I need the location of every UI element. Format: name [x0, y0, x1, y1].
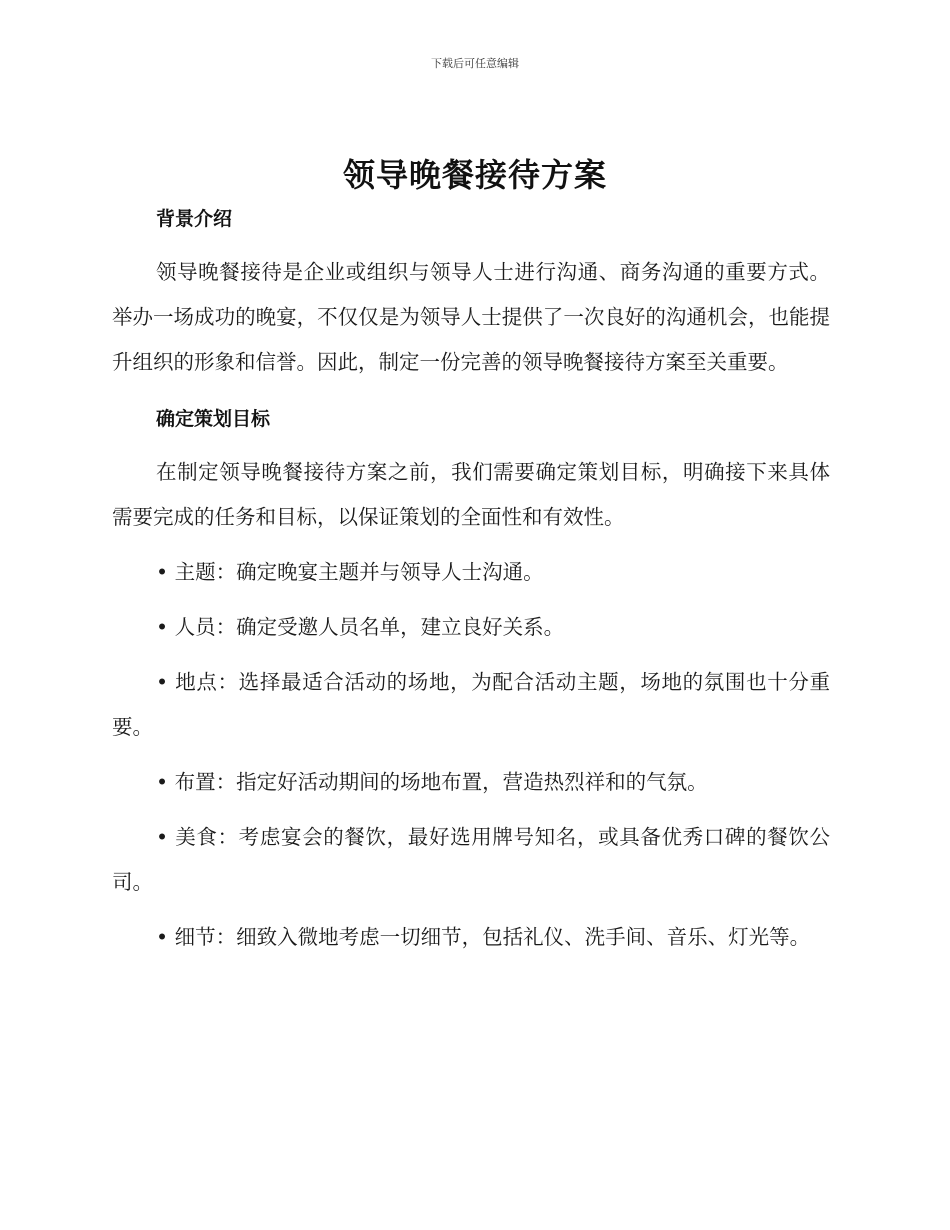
document-title: 领导晚餐接待方案 — [342, 156, 607, 194]
bullet-attendees: • 人员：确定受邀人员名单，建立良好关系。 — [156, 615, 565, 639]
header-note: 下载后可任意编辑 — [431, 57, 519, 70]
bullet-details: • 细节：细致入微地考虑一切细节，包括礼仪、洗手间、音乐、灯光等。 — [156, 925, 811, 949]
bullet-venue: • 地点：选择最适合活动的场地，为配合活动主题，场地的氛围也十分重要。 — [112, 670, 830, 739]
document-body — [112, 200, 830, 970]
bullet-theme: • 主题：确定晚宴主题并与领导人士沟通。 — [156, 560, 544, 584]
goal-bullet-list — [112, 550, 830, 960]
section-paragraph-background: 领导晚餐接待是企业或组织与领导人士进行沟通、商务沟通的重要方式。举办一场成功的晚宴，不仅仅是为领导人士提供了一次良好的沟通机会，也能提升组织的形象和信誉。因此，制定一份完善的领导晚餐接待方案至关重要。 — [112, 260, 830, 374]
bullet-catering: • 美食：考虑宴会的餐饮，最好选用牌号知名，或具备优秀口碑的餐饮公司。 — [112, 825, 830, 894]
section-paragraph-goals: 在制定领导晚餐接待方案之前，我们需要确定策划目标，明确接下来具体需要完成的任务和目标，以保证策划的全面性和有效性。 — [112, 460, 830, 529]
section-heading-background: 背景介绍 — [156, 208, 233, 230]
bullet-decoration: • 布置：指定好活动期间的场地布置，营造热烈祥和的气氛。 — [156, 770, 708, 794]
section-heading-goals: 确定策划目标 — [156, 408, 271, 430]
